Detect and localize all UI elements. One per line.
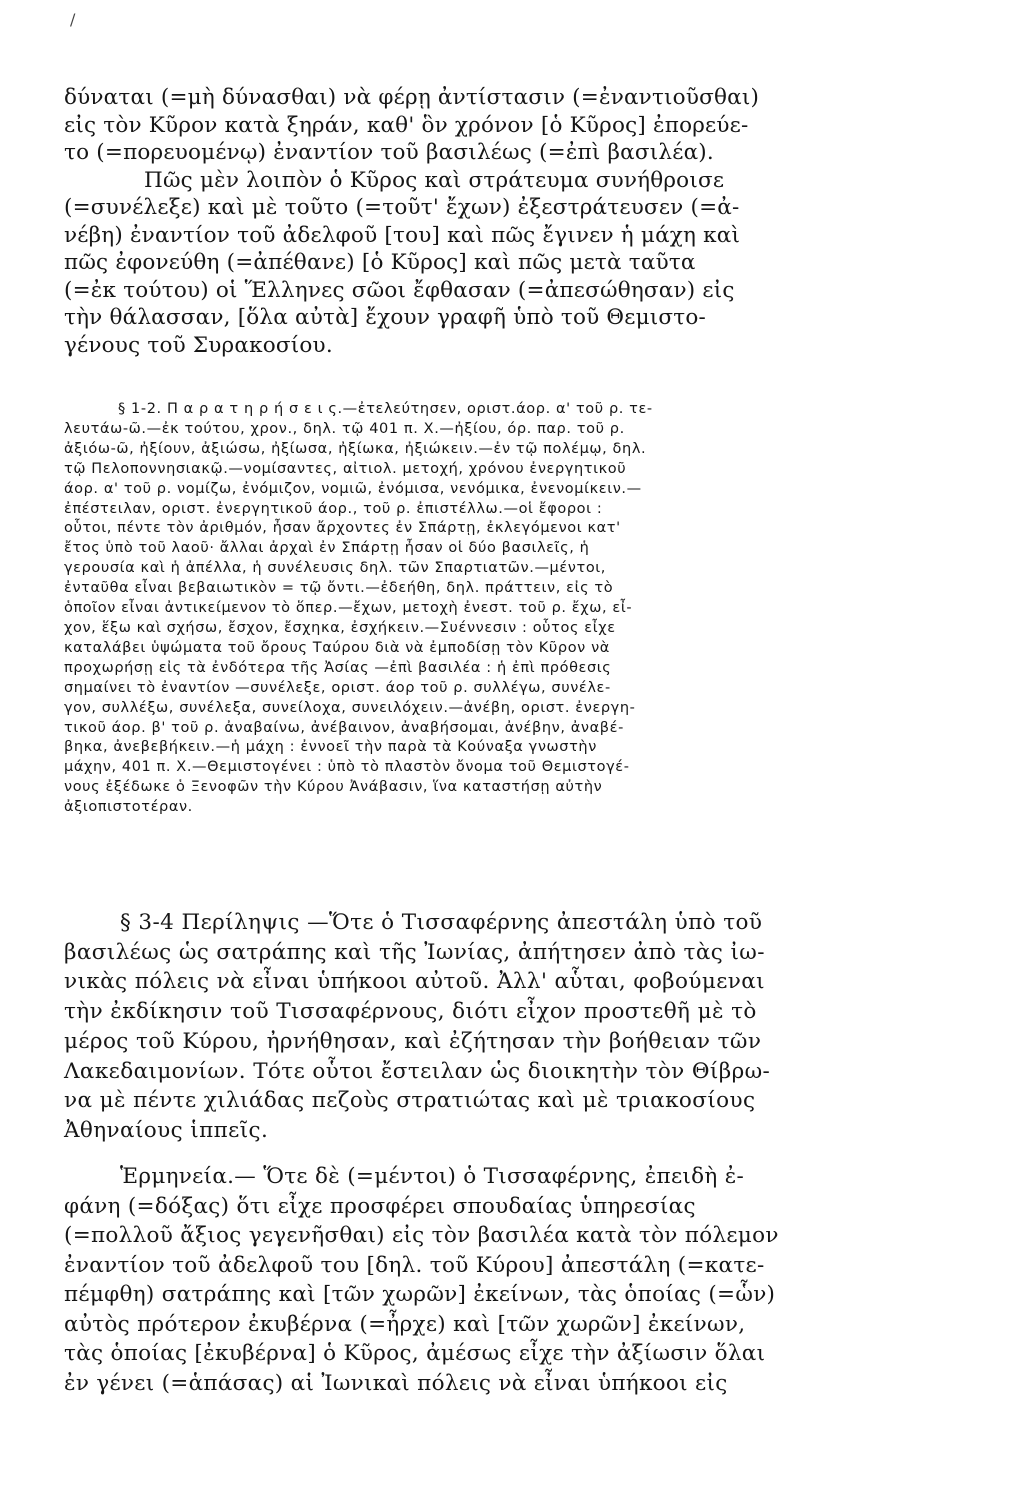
notes-line: νους ἐξέδωκε ὁ Ξενοφῶν τὴν Κύρου Ἀνάβασιν, ἵνα καταστήσῃ αὐτὴν — [64, 779, 603, 796]
notes-line: τῷ Πελοποννησιακῷ.—νομίσαντες, αἰτιολ. μετοχή, χρόνου ἐνεργητικοῦ — [64, 460, 627, 477]
interpretation-paragraph — [64, 1162, 914, 1398]
text-line: Πῶς μὲν λοιπὸν ὁ Κῦρος καὶ στράτευμα συνήθροισε — [144, 167, 725, 193]
interpretation-line: αὐτὸς πρότερον ἐκυβέρνα (=ἦρχε) καὶ [τῶν χωρῶν] ἐκείνων, — [64, 1311, 746, 1337]
notes-line: ἐπέστειλαν, οριστ. ἐνεργητικοῦ άορ., τοῦ ρ. ἐπιστέλλω.—οἱ ἔφοροι : — [64, 500, 603, 517]
text-line: το (=πορευομένῳ) ἐναντίον τοῦ βασιλέως (=ἐπὶ βασιλέα). — [64, 140, 714, 165]
text-line: (=συνέλεξε) καὶ μὲ τοῦτο (=τοῦτ' ἔχων) ἐξεστράτευσεν (=ἀ- — [64, 195, 740, 220]
notes-line: βηκα, ἀνεβεβήκειν.—ἡ μάχη : ἐννοεῖ τὴν παρὰ τὰ Κούναξα γνωστὴν — [64, 739, 597, 756]
notes-line: λευτάω-ῶ.—ἐκ τούτου, χρον., δηλ. τῷ 401 π. Χ.—ἠξίου, όρ. παρ. τοῦ ρ. — [64, 420, 625, 437]
interpretation-line: ἐν γένει (=ἁπάσας) αἱ Ἰωνικαὶ πόλεις νὰ εἶναι ὑπήκοοι εἰς — [64, 1370, 728, 1396]
notes-line: μάχην, 401 π. Χ.—Θεμιστογένει : ὑπὸ τὸ πλαστὸν ὄνομα τοῦ Θεμιστογέ- — [64, 759, 630, 776]
text-line: πῶς ἐφονεύθη (=ἀπέθανε) [ὁ Κῦρος] καὶ πῶς μετὰ ταῦτα — [64, 250, 696, 275]
interpretation-line: τὰς ὁποίας [ἐκυβέρνα] ὁ Κῦρος, ἀμέσως εἶχε τὴν ἀξίωσιν ὅλαι — [64, 1341, 766, 1366]
text-line: εἰς τὸν Κῦρον κατὰ ξηράν, καθ' ὃν χρόνον [ὁ Κῦρος] ἐπορεύε- — [64, 112, 749, 138]
interpretation-line: ἐναντίον τοῦ ἀδελφοῦ του [δηλ. τοῦ Κύρου] ἀπεστάλη (=κατε- — [64, 1252, 765, 1278]
paraphrase-paragraph — [64, 84, 914, 359]
notes-line: προχωρήσῃ εἰς τὰ ἐνδότερα τῆς Ἀσίας —ἐπὶ βασιλέα : ἡ ἐπὶ πρόθεσις — [64, 659, 612, 676]
notes-line: άορ. α' τοῦ ρ. νομίζω, ἐνόμιζον, νομιῶ, ἐνόμισα, νενόμικα, ἐνενομίκειν.— — [64, 480, 642, 497]
notes-line: οὗτοι, πέντε τὸν ἀριθμόν, ἦσαν ἄρχοντες ἐν Σπάρτῃ, ἐκλεγόμενοι κατ' — [64, 520, 621, 537]
notes-line: σημαίνει τὸ ἐναντίον —συνέλεξε, οριστ. άορ τοῦ ρ. συλλέγω, συνέλε- — [64, 679, 611, 696]
text-line: (=ἐκ τούτου) οἱ Ἕλληνες σῶοι ἔφθασαν (=ἀπεσώθησαν) εἰς — [64, 277, 735, 303]
interpretation-line: Ἑρμηνεία.— Ὅτε δὲ (=μέντοι) ὁ Τισσαφέρνης, ἐπειδὴ ἐ- — [120, 1164, 745, 1189]
notes-line: καταλάβει ὑψώματα τοῦ ὄρους Ταύρου διὰ νὰ ἐμποδίσῃ τὸν Κῦρον νὰ — [64, 639, 610, 656]
notes-line: ἀξιόω-ῶ, ἠξίουν, ἀξιώσω, ἠξίωσα, ἠξίωκα, ἠξιώκειν.—ἐν τῷ πολέμῳ, δηλ. — [64, 440, 647, 457]
summary-paragraph — [64, 908, 914, 1146]
notes-line: γερουσία καὶ ἡ ἀπέλλα, ἡ συνέλευσις δηλ. τῶν Σπαρτιατῶν.—μέντοι, — [64, 560, 607, 577]
text-line: γένους τοῦ Συρακοσίου. — [64, 332, 333, 358]
notes-line: ὁποῖον εἶναι ἀντικείμενον τὸ ὅπερ.—ἔχων, μετοχὴ ἐνεστ. τοῦ ρ. ἔχω, εἶ- — [64, 600, 633, 617]
grammar-notes — [64, 400, 914, 818]
text-line: τὴν θάλασσαν, [ὅλα αὐτὰ] ἔχουν γραφῆ ὑπὸ τοῦ Θεμιστο- — [64, 305, 706, 330]
interpretation-line: (=πολλοῦ ἄξιος γεγενῆσθαι) εἰς τὸν βασιλέα κατὰ τὸν πόλεμον — [64, 1223, 779, 1248]
summary-line: νικὰς πόλεις νὰ εἶναι ὑπήκοοι αὐτοῦ. Ἀλλ' αὗται, φοβούμεναι — [64, 969, 765, 995]
interpretation-line: πέμφθη) σατράπης καὶ [τῶν χωρῶν] ἐκείνων, τὰς ὁποίας (=ὧν) — [64, 1282, 776, 1307]
text-line: δύναται (=μὴ δύνασθαι) νὰ φέρῃ ἀντίστασιν (=ἐναντιοῦσθαι) — [64, 85, 760, 110]
notes-line: γον, συλλέξω, συνέλεξα, συνείλοχα, συνειλόχειν.—ἀνέβη, οριστ. ἐνεργη- — [64, 699, 636, 716]
notes-line: χον, ἕξω καὶ σχήσω, ἔσχον, ἔσχηκα, ἐσχήκειν.—Συέννεσιν : οὗτος εἶχε — [64, 619, 616, 636]
corner-mark: / — [70, 10, 76, 29]
summary-line: να μὲ πέντε χιλιάδας πεζοὺς στρατιώτας καὶ μὲ τριακοσίους — [64, 1088, 756, 1114]
notes-line: τικοῦ άορ. β' τοῦ ρ. ἀναβαίνω, ἀνέβαινον, ἀναβήσομαι, ἀνέβην, ἀναβέ- — [64, 719, 624, 736]
notes-line: ἀξιοπιστοτέραν. — [64, 799, 193, 816]
notes-line: § 1-2. Π α ρ α τ η ρ ή σ ε ι ς.—ἐτελεύτησεν, οριστ.άορ. α' τοῦ ρ. τε- — [118, 401, 653, 417]
summary-line: μέρος τοῦ Κύρου, ἠρνήθησαν, καὶ ἐζήτησαν τὴν βοήθειαν τῶν — [64, 1028, 762, 1054]
summary-line: τὴν ἐκδίκησιν τοῦ Τισσαφέρνους, διότι εἶχον προστεθῆ μὲ τὸ — [64, 999, 757, 1025]
summary-line: βασιλέως ὡς σατράπης καὶ τῆς Ἰωνίας, ἀπήτησεν ἀπὸ τὰς ἰω- — [64, 939, 765, 965]
notes-line: ἔτος ὑπὸ τοῦ λαοῦ· ἄλλαι ἀρχαὶ ἐν Σπάρτῃ ἦσαν οἱ δύο βασιλεῖς, ἡ — [64, 540, 590, 557]
interpretation-line: φάνη (=δόξας) ὅτι εἶχε προσφέρει σπουδαίας ὑπηρεσίας — [64, 1193, 696, 1219]
notes-line: ἐνταῦθα εἶναι βεβαιωτικὸν = τῷ ὄντι.—ἐδεήθη, δηλ. πράττειν, εἰς τὸ — [64, 580, 614, 597]
summary-line: § 3-4 Περίληψις —Ὅτε ὁ Τισσαφέρνης ἀπεστάλη ὑπὸ τοῦ — [120, 910, 763, 935]
summary-line: Ἀθηναίους ἱππεῖς. — [64, 1117, 269, 1143]
text-line: νέβη) ἐναντίον τοῦ ἀδελφοῦ [του] καὶ πῶς ἔγινεν ἡ μάχη καὶ — [64, 222, 741, 248]
summary-line: Λακεδαιμονίων. Τότε οὗτοι ἔστειλαν ὡς διοικητὴν τὸν Θίβρω- — [64, 1058, 771, 1084]
